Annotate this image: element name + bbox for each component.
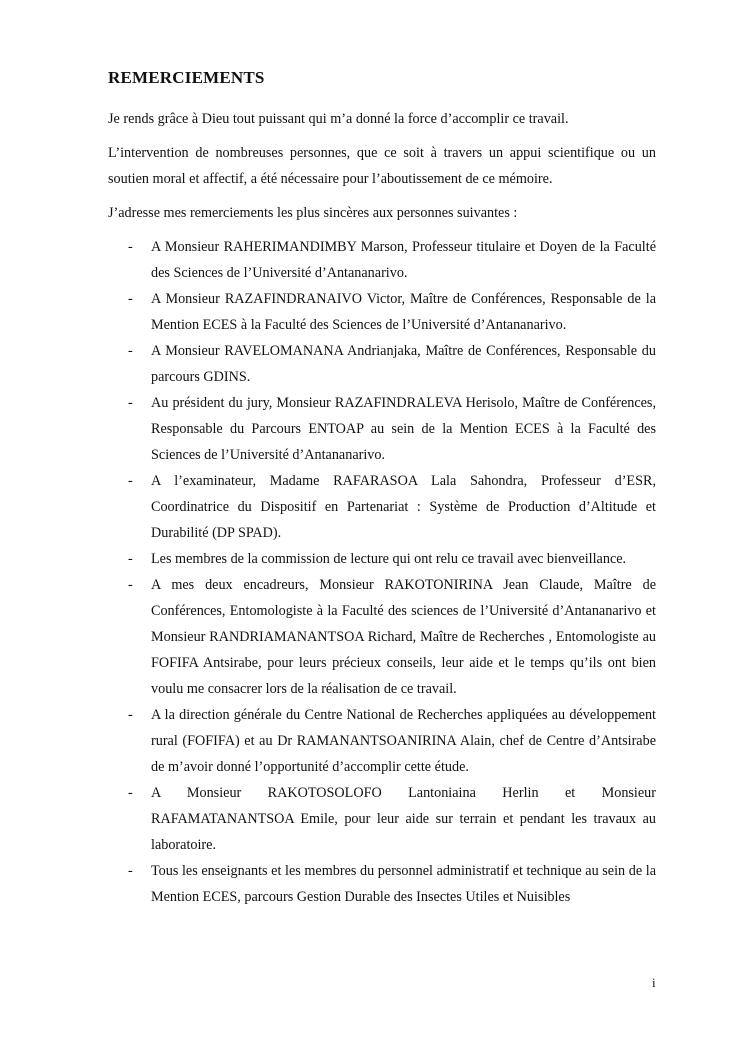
bullet-dash: - bbox=[128, 473, 133, 489]
bullet-dash: - bbox=[128, 343, 133, 359]
acknowledgement-list bbox=[108, 234, 656, 910]
bullet-dash: - bbox=[128, 577, 133, 593]
bullet-dash: - bbox=[128, 551, 133, 567]
paragraph-intervention: L’intervention de nombreuses personnes, que ce soit à travers un appui scientifique ou un soutien moral et affectif, a été nécessaire pour l’aboutissement de ce mémoire. bbox=[108, 145, 656, 187]
paragraph-gratitude: Je rends grâce à Dieu tout puissant qui m’a donné la force d’accomplir ce travail. bbox=[108, 111, 569, 127]
list-item-text: Tous les enseignants et les membres du personnel administratif et technique au sein de la Mention ECES, parcours Gestion Durable des Insectes Utiles et Nuisibles bbox=[151, 863, 656, 905]
list-item-text: A Monsieur RAHERIMANDIMBY Marson, Professeur titulaire et Doyen de la Faculté des Sciences de l’Université d’Antananarivo. bbox=[151, 239, 656, 281]
list-item-text: A Monsieur RAZAFINDRANAIVO Victor, Maître de Conférences, Responsable de la Mention ECES à la Faculté des Sciences de l’Université d’Antananarivo. bbox=[151, 291, 656, 333]
page-title: REMERCIEMENTS bbox=[108, 68, 265, 87]
list-item bbox=[108, 234, 656, 286]
page-number: i bbox=[652, 975, 656, 990]
document-page bbox=[108, 68, 656, 910]
bullet-dash: - bbox=[128, 707, 133, 723]
bullet-dash: - bbox=[128, 291, 133, 307]
bullet-dash: - bbox=[128, 863, 133, 879]
bullet-dash: - bbox=[128, 239, 133, 255]
list-item-text: A mes deux encadreurs, Monsieur RAKOTONIRINA Jean Claude, Maître de Conférences, Entomologiste à la Faculté des sciences de l’Université d’Antananarivo et Monsieur RANDRIAMANANTSOA Richard, Maître de Recherches , Entomologiste au FOFIFA Antsirabe, pour leurs précieux conseils, leur aide et le temps qu’ils ont bien voulu me consacrer lors de la réalisation de ce travail. bbox=[151, 577, 656, 697]
list-item bbox=[108, 390, 656, 468]
list-item bbox=[108, 338, 656, 390]
bullet-dash: - bbox=[128, 785, 133, 801]
list-item bbox=[108, 286, 656, 338]
list-item bbox=[108, 468, 656, 546]
list-item bbox=[108, 546, 656, 572]
list-item-text: A l’examinateur, Madame RAFARASOA Lala Sahondra, Professeur d’ESR, Coordinatrice du Dispositif en Partenariat : Système de Production d’Altitude et Durabilité (DP SPAD). bbox=[151, 473, 656, 541]
list-item bbox=[108, 780, 656, 858]
list-item-text: A Monsieur RAVELOMANANA Andrianjaka, Maître de Conférences, Responsable du parcours GDINS. bbox=[151, 343, 656, 385]
list-item-text: Au président du jury, Monsieur RAZAFINDRALEVA Herisolo, Maître de Conférences, Responsable du Parcours ENTOAP au sein de la Mention ECES à la Faculté des Sciences de l’Université d’Antananarivo. bbox=[151, 395, 656, 463]
list-item-text: Les membres de la commission de lecture qui ont relu ce travail avec bienveillance. bbox=[151, 551, 627, 567]
bullet-dash: - bbox=[128, 395, 133, 411]
list-item-text: A Monsieur RAKOTOSOLOFO Lantoniaina Herlin et Monsieur RAFAMATANANTSOA Emile, pour leur aide sur terrain et pendant les travaux au laboratoire. bbox=[151, 785, 656, 853]
list-item-text: A la direction générale du Centre National de Recherches appliquées au développement rural (FOFIFA) et au Dr RAMANANTSOANIRINA Alain, chef de Centre d’Antsirabe de m’avoir donné l’opportunité d’accomplir cette étude. bbox=[151, 707, 656, 775]
list-item bbox=[108, 572, 656, 702]
list-item bbox=[108, 702, 656, 780]
paragraph-intro-list: J’adresse mes remerciements les plus sincères aux personnes suivantes : bbox=[108, 205, 518, 221]
list-item bbox=[108, 858, 656, 910]
